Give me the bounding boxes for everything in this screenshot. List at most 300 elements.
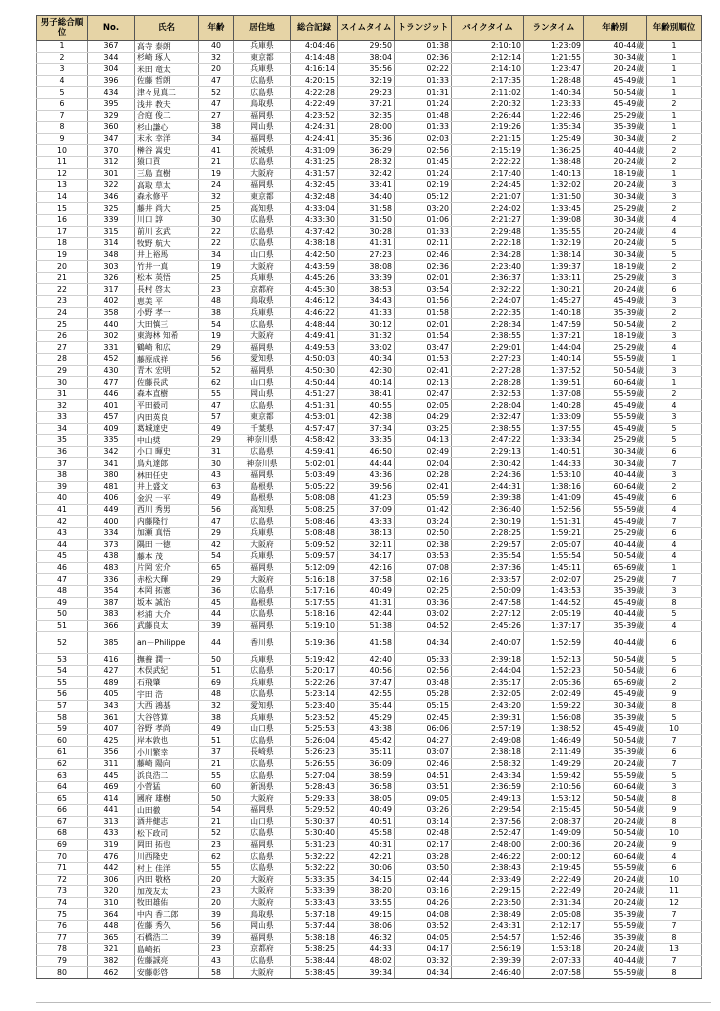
- cell-name: 井上裕馬: [135, 249, 199, 261]
- cell-swim: 41:31: [338, 597, 395, 609]
- cell-rank: 69: [37, 839, 88, 851]
- cell-residence: 広島県: [234, 226, 291, 238]
- cell-run: 1:44:33: [524, 458, 584, 470]
- cell-run: 1:31:50: [524, 191, 584, 203]
- cell-transit: 03:36: [395, 597, 452, 609]
- cell-run: 1:52:59: [524, 632, 584, 654]
- cell-transit: 03:52: [395, 920, 452, 932]
- cell-transit: 02:01: [395, 319, 452, 331]
- cell-residence: 広島県: [234, 319, 291, 331]
- cell-transit: 04:08: [395, 909, 452, 921]
- cell-rank: 62: [37, 758, 88, 770]
- cell-rank: 33: [37, 412, 88, 424]
- cell-total: 4:32:45: [291, 180, 338, 192]
- cell-number: 462: [88, 967, 135, 979]
- cell-agerank: 8: [647, 597, 702, 609]
- table-row: [37, 214, 702, 226]
- cell-agerank: 1: [647, 122, 702, 134]
- cell-total: 5:17:55: [291, 597, 338, 609]
- cell-swim: 37:34: [338, 423, 395, 435]
- cell-run: 1:38:48: [524, 156, 584, 168]
- cell-residence: 大阪府: [234, 539, 291, 551]
- cell-rank: 41: [37, 504, 88, 516]
- cell-number: 438: [88, 551, 135, 563]
- results-sheet: [36, 15, 702, 979]
- cell-agerank: 1: [647, 64, 702, 76]
- table-row: [37, 284, 702, 296]
- cell-run: 2:05:08: [524, 909, 584, 921]
- cell-agegroup: 35-39歳: [584, 307, 647, 319]
- cell-agegroup: 45-49歳: [584, 516, 647, 528]
- cell-bike: 2:52:47: [452, 828, 524, 840]
- cell-run: 2:05:07: [524, 539, 584, 551]
- cell-bike: 2:32:53: [452, 388, 524, 400]
- cell-number: 452: [88, 354, 135, 366]
- cell-rank: 30: [37, 377, 88, 389]
- cell-total: 4:49:41: [291, 330, 338, 342]
- cell-total: 4:24:31: [291, 122, 338, 134]
- cell-residence: 愛知県: [234, 700, 291, 712]
- cell-name: 末永 幸洋: [135, 133, 199, 145]
- cell-name: 大西 鴻基: [135, 700, 199, 712]
- cell-age: 47: [199, 98, 234, 110]
- table-row: [37, 609, 702, 621]
- cell-run: 1:40:13: [524, 168, 584, 180]
- cell-residence: 広島県: [234, 735, 291, 747]
- table-row: [37, 400, 702, 412]
- cell-bike: 2:29:15: [452, 886, 524, 898]
- cell-run: 1:44:52: [524, 597, 584, 609]
- cell-transit: 03:25: [395, 423, 452, 435]
- cell-bike: 2:26:44: [452, 110, 524, 122]
- cell-total: 5:08:48: [291, 527, 338, 539]
- cell-residence: 山口県: [234, 249, 291, 261]
- cell-total: 4:50:03: [291, 354, 338, 366]
- cell-rank: 18: [37, 238, 88, 250]
- table-row: [37, 920, 702, 932]
- cell-run: 1:59:21: [524, 527, 584, 539]
- cell-agerank: 4: [647, 214, 702, 226]
- cell-transit: 03:16: [395, 886, 452, 898]
- cell-rank: 74: [37, 897, 88, 909]
- cell-age: 41: [199, 145, 234, 157]
- cell-age: 19: [199, 330, 234, 342]
- cell-number: 335: [88, 435, 135, 447]
- table-row: [37, 446, 702, 458]
- cell-name: 葛城達史: [135, 423, 199, 435]
- cell-rank: 39: [37, 481, 88, 493]
- cell-total: 5:37:18: [291, 909, 338, 921]
- cell-agegroup: 45-49歳: [584, 423, 647, 435]
- cell-swim: 36:29: [338, 145, 395, 157]
- cell-number: 414: [88, 793, 135, 805]
- cell-agerank: 3: [647, 781, 702, 793]
- cell-transit: 02:11: [395, 238, 452, 250]
- cell-agerank: 5: [647, 435, 702, 447]
- cell-agerank: 1: [647, 110, 702, 122]
- cell-transit: 05:15: [395, 700, 452, 712]
- cell-agegroup: 30-34歳: [584, 458, 647, 470]
- cell-total: 5:19:36: [291, 632, 338, 654]
- cell-agerank: 3: [647, 585, 702, 597]
- cell-age: 44: [199, 632, 234, 654]
- cell-agegroup: 45-49歳: [584, 493, 647, 505]
- cell-name: 木俣武紀: [135, 665, 199, 677]
- cell-residence: 神奈川県: [234, 435, 291, 447]
- cell-bike: 2:58:32: [452, 758, 524, 770]
- cell-agegroup: 30-34歳: [584, 133, 647, 145]
- cell-rank: 76: [37, 920, 88, 932]
- cell-run: 1:52:13: [524, 654, 584, 666]
- cell-total: 5:22:26: [291, 677, 338, 689]
- cell-number: 311: [88, 758, 135, 770]
- cell-run: 1:41:09: [524, 493, 584, 505]
- cell-name: 青木 宏明: [135, 365, 199, 377]
- cell-rank: 68: [37, 828, 88, 840]
- cell-agegroup: 55-59歳: [584, 862, 647, 874]
- cell-transit: 01:56: [395, 296, 452, 308]
- cell-rank: 5: [37, 87, 88, 99]
- cell-total: 5:16:18: [291, 574, 338, 586]
- cell-rank: 17: [37, 226, 88, 238]
- cell-run: 1:45:27: [524, 296, 584, 308]
- cell-run: 2:11:49: [524, 747, 584, 759]
- cell-rank: 65: [37, 793, 88, 805]
- cell-total: 5:37:44: [291, 920, 338, 932]
- cell-name: 佐藤 秀久: [135, 920, 199, 932]
- cell-number: 342: [88, 446, 135, 458]
- cell-transit: 05:28: [395, 689, 452, 701]
- cell-residence: 広島県: [234, 609, 291, 621]
- cell-bike: 2:43:34: [452, 770, 524, 782]
- cell-number: 476: [88, 851, 135, 863]
- cell-number: 401: [88, 400, 135, 412]
- cell-rank: 27: [37, 342, 88, 354]
- cell-number: 416: [88, 654, 135, 666]
- cell-swim: 32:35: [338, 110, 395, 122]
- cell-agegroup: 30-34歳: [584, 191, 647, 203]
- cell-agerank: 6: [647, 665, 702, 677]
- cell-rank: 11: [37, 156, 88, 168]
- cell-run: 1:47:59: [524, 319, 584, 331]
- cell-swim: 38:06: [338, 920, 395, 932]
- cell-run: 1:59:22: [524, 700, 584, 712]
- cell-number: 446: [88, 388, 135, 400]
- cell-rank: 29: [37, 365, 88, 377]
- cell-agegroup: 20-24歳: [584, 839, 647, 851]
- cell-name: 石飛肇: [135, 677, 199, 689]
- cell-transit: 02:50: [395, 527, 452, 539]
- cell-agerank: 3: [647, 272, 702, 284]
- cell-agegroup: 60-64歳: [584, 377, 647, 389]
- cell-bike: 2:22:22: [452, 156, 524, 168]
- cell-swim: 41:23: [338, 493, 395, 505]
- table-row: [37, 342, 702, 354]
- cell-name: 松本 英悟: [135, 272, 199, 284]
- cell-agerank: 1: [647, 87, 702, 99]
- cell-rank: 51: [37, 620, 88, 632]
- cell-residence: 広島県: [234, 400, 291, 412]
- cell-age: 29: [199, 342, 234, 354]
- cell-name: 猿口貢: [135, 156, 199, 168]
- cell-number: 361: [88, 712, 135, 724]
- cell-run: 1:35:34: [524, 122, 584, 134]
- cell-swim: 44:44: [338, 458, 395, 470]
- cell-swim: 46:50: [338, 446, 395, 458]
- cell-rank: 47: [37, 574, 88, 586]
- table-row: [37, 481, 702, 493]
- table-row: [37, 203, 702, 215]
- cell-agerank: 2: [647, 203, 702, 215]
- cell-agegroup: 40-44歳: [584, 145, 647, 157]
- cell-number: 317: [88, 284, 135, 296]
- cell-bike: 2:17:40: [452, 168, 524, 180]
- table-row: [37, 654, 702, 666]
- cell-age: 23: [199, 944, 234, 956]
- cell-number: 304: [88, 64, 135, 76]
- cell-agegroup: 45-49歳: [584, 689, 647, 701]
- cell-number: 358: [88, 307, 135, 319]
- cell-name: 島崎拓: [135, 944, 199, 956]
- cell-agerank: 1: [647, 377, 702, 389]
- cell-name: 米田 竜太: [135, 64, 199, 76]
- cell-age: 48: [199, 296, 234, 308]
- cell-agerank: 10: [647, 723, 702, 735]
- cell-run: 1:37:55: [524, 423, 584, 435]
- cell-run: 2:15:45: [524, 805, 584, 817]
- cell-number: 440: [88, 319, 135, 331]
- cell-agegroup: 40-44歳: [584, 632, 647, 654]
- cell-bike: 2:28:25: [452, 527, 524, 539]
- page-bottom-rule: [36, 1002, 711, 1003]
- cell-residence: 広島県: [234, 214, 291, 226]
- cell-residence: 島根県: [234, 493, 291, 505]
- cell-total: 5:19:10: [291, 620, 338, 632]
- cell-transit: 03:07: [395, 747, 452, 759]
- cell-residence: 東京都: [234, 191, 291, 203]
- cell-age: 60: [199, 781, 234, 793]
- cell-transit: 04:29: [395, 412, 452, 424]
- cell-residence: 高知県: [234, 203, 291, 215]
- cell-age: 27: [199, 110, 234, 122]
- cell-age: 20: [199, 897, 234, 909]
- cell-name: 林田任史: [135, 469, 199, 481]
- cell-agegroup: 25-29歳: [584, 435, 647, 447]
- cell-swim: 46:32: [338, 932, 395, 944]
- cell-number: 483: [88, 562, 135, 574]
- cell-agerank: 13: [647, 944, 702, 956]
- cell-bike: 2:29:54: [452, 805, 524, 817]
- cell-run: 1:53:10: [524, 469, 584, 481]
- table-row: [37, 735, 702, 747]
- cell-total: 5:26:55: [291, 758, 338, 770]
- cell-number: 319: [88, 839, 135, 851]
- cell-residence: 神奈川県: [234, 458, 291, 470]
- table-row: [37, 955, 702, 967]
- cell-residence: 兵庫県: [234, 64, 291, 76]
- cell-residence: 大阪府: [234, 261, 291, 273]
- cell-total: 5:29:52: [291, 805, 338, 817]
- cell-total: 5:26:04: [291, 735, 338, 747]
- cell-bike: 2:32:47: [452, 412, 524, 424]
- cell-transit: 02:36: [395, 52, 452, 64]
- cell-residence: 大阪府: [234, 897, 291, 909]
- cell-residence: 福岡県: [234, 342, 291, 354]
- cell-agerank: 7: [647, 516, 702, 528]
- table-row: [37, 816, 702, 828]
- cell-bike: 2:44:31: [452, 481, 524, 493]
- cell-swim: 34:40: [338, 191, 395, 203]
- cell-rank: 63: [37, 770, 88, 782]
- cell-bike: 2:11:02: [452, 87, 524, 99]
- cell-agerank: 7: [647, 574, 702, 586]
- cell-age: 22: [199, 238, 234, 250]
- table-row: [37, 133, 702, 145]
- cell-name: 加茂友太: [135, 886, 199, 898]
- col-header-age: 年齢: [199, 16, 234, 41]
- cell-rank: 38: [37, 469, 88, 481]
- cell-agegroup: 20-24歳: [584, 758, 647, 770]
- cell-swim: 31:50: [338, 214, 395, 226]
- cell-age: 57: [199, 412, 234, 424]
- cell-agegroup: 45-49歳: [584, 597, 647, 609]
- cell-number: 326: [88, 272, 135, 284]
- cell-total: 4:45:26: [291, 272, 338, 284]
- cell-age: 21: [199, 758, 234, 770]
- cell-transit: 04:51: [395, 770, 452, 782]
- cell-residence: 広島県: [234, 955, 291, 967]
- table-row: [37, 747, 702, 759]
- cell-name: 撫養 潤一: [135, 654, 199, 666]
- header-row: [37, 16, 702, 41]
- cell-rank: 10: [37, 145, 88, 157]
- cell-total: 4:33:30: [291, 214, 338, 226]
- cell-transit: 04:34: [395, 967, 452, 979]
- cell-rank: 49: [37, 597, 88, 609]
- cell-age: 45: [199, 597, 234, 609]
- cell-name: 本岡 拓憲: [135, 585, 199, 597]
- cell-transit: 04:13: [395, 435, 452, 447]
- cell-residence: 大阪府: [234, 168, 291, 180]
- cell-agerank: 2: [647, 388, 702, 400]
- cell-number: 321: [88, 944, 135, 956]
- cell-agerank: 5: [647, 423, 702, 435]
- cell-name: 大谷啓算: [135, 712, 199, 724]
- cell-agegroup: 60-64歳: [584, 781, 647, 793]
- cell-transit: 02:17: [395, 839, 452, 851]
- cell-name: 井上盛文: [135, 481, 199, 493]
- cell-rank: 77: [37, 932, 88, 944]
- cell-agerank: 1: [647, 41, 702, 53]
- col-header-agerank: 年齢別順位: [647, 16, 702, 41]
- cell-rank: 8: [37, 122, 88, 134]
- cell-number: 354: [88, 585, 135, 597]
- cell-agegroup: 25-29歳: [584, 272, 647, 284]
- cell-total: 5:32:22: [291, 851, 338, 863]
- cell-swim: 30:28: [338, 226, 395, 238]
- cell-total: 5:27:04: [291, 770, 338, 782]
- cell-name: 恵美 平: [135, 296, 199, 308]
- cell-name: 片岡 宏介: [135, 562, 199, 574]
- cell-swim: 33:41: [338, 180, 395, 192]
- cell-residence: 岡山県: [234, 122, 291, 134]
- table-row: [37, 967, 702, 979]
- cell-bike: 2:33:57: [452, 574, 524, 586]
- cell-total: 4:31:25: [291, 156, 338, 168]
- cell-rank: 1: [37, 41, 88, 53]
- cell-age: 38: [199, 122, 234, 134]
- cell-agerank: 3: [647, 469, 702, 481]
- cell-rank: 23: [37, 296, 88, 308]
- cell-transit: 05:12: [395, 191, 452, 203]
- cell-number: 383: [88, 609, 135, 621]
- cell-age: 56: [199, 504, 234, 516]
- cell-residence: 島根県: [234, 597, 291, 609]
- cell-age: 25: [199, 272, 234, 284]
- cell-number: 320: [88, 886, 135, 898]
- cell-run: 1:23:47: [524, 64, 584, 76]
- cell-total: 5:25:53: [291, 723, 338, 735]
- cell-swim: 32:42: [338, 168, 395, 180]
- results-table: [36, 15, 702, 979]
- cell-run: 1:55:54: [524, 551, 584, 563]
- cell-residence: 広島県: [234, 75, 291, 87]
- cell-swim: 39:56: [338, 481, 395, 493]
- cell-total: 5:17:16: [291, 585, 338, 597]
- cell-agerank: 3: [647, 365, 702, 377]
- cell-run: 1:56:08: [524, 712, 584, 724]
- cell-bike: 2:54:57: [452, 932, 524, 944]
- cell-number: 366: [88, 620, 135, 632]
- cell-name: 村上 佳洋: [135, 862, 199, 874]
- cell-swim: 34:17: [338, 551, 395, 563]
- cell-rank: 52: [37, 632, 88, 654]
- table-row: [37, 354, 702, 366]
- cell-agerank: 9: [647, 689, 702, 701]
- cell-total: 4:20:15: [291, 75, 338, 87]
- cell-total: 4:31:09: [291, 145, 338, 157]
- cell-age: 32: [199, 52, 234, 64]
- cell-agegroup: 25-29歳: [584, 342, 647, 354]
- cell-bike: 2:24:45: [452, 180, 524, 192]
- cell-residence: 広島県: [234, 758, 291, 770]
- cell-rank: 73: [37, 886, 88, 898]
- cell-rank: 70: [37, 851, 88, 863]
- cell-agegroup: 65-69歳: [584, 562, 647, 574]
- cell-number: 434: [88, 87, 135, 99]
- cell-residence: 大阪府: [234, 874, 291, 886]
- cell-name: 坂本 誠治: [135, 597, 199, 609]
- table-row: [37, 723, 702, 735]
- cell-transit: 02:56: [395, 145, 452, 157]
- cell-age: 55: [199, 388, 234, 400]
- cell-age: 29: [199, 435, 234, 447]
- cell-swim: 33:39: [338, 272, 395, 284]
- cell-bike: 2:30:19: [452, 516, 524, 528]
- cell-run: 1:21:55: [524, 52, 584, 64]
- cell-swim: 32:11: [338, 539, 395, 551]
- cell-number: 445: [88, 770, 135, 782]
- cell-transit: 02:22: [395, 64, 452, 76]
- cell-age: 19: [199, 261, 234, 273]
- cell-agerank: 7: [647, 458, 702, 470]
- cell-run: 1:51:31: [524, 516, 584, 528]
- cell-agegroup: 45-49歳: [584, 98, 647, 110]
- cell-bike: 2:21:15: [452, 133, 524, 145]
- cell-number: 301: [88, 168, 135, 180]
- cell-agegroup: 18-19歳: [584, 330, 647, 342]
- table-row: [37, 839, 702, 851]
